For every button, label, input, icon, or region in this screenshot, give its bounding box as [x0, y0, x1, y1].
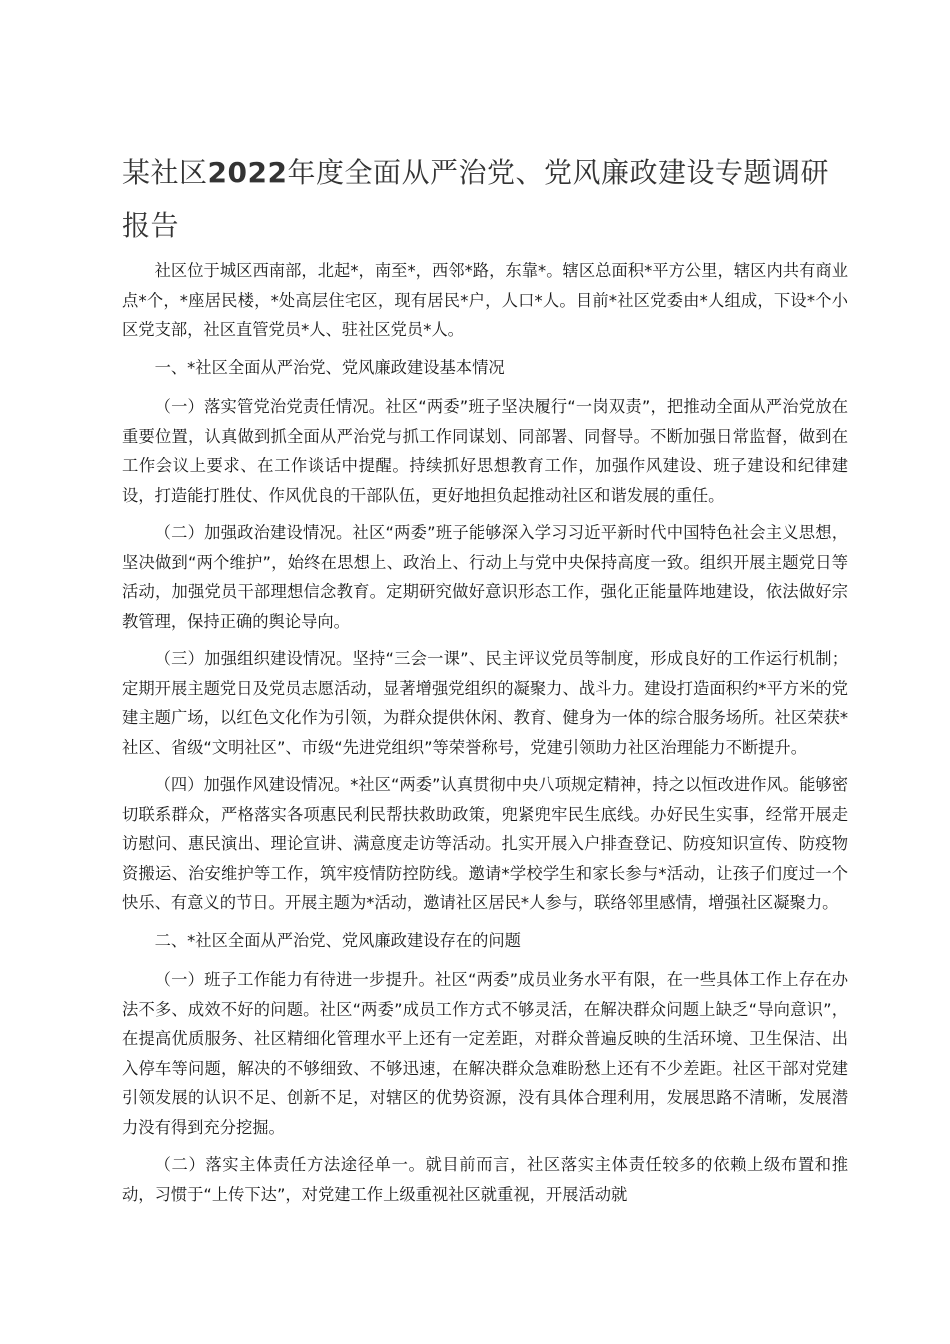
- document-title: [122, 146, 832, 252]
- paragraph-intro: [122, 256, 848, 345]
- paragraph-2-2: [122, 1150, 848, 1209]
- title-suffix: 年度全面从严治党、党风廉政建设专题调研报告: [122, 156, 829, 242]
- paragraph-lead: （一）落实管党治党责任情况。: [154, 397, 386, 416]
- paragraph-text: 社区“两委”班子坚决履行“一岗双责”，把推动全面从严治党放在重要位置，认真做到抓全面从严治党与抓工作同谋划、同部署、同督导。不断加强日常监督，做到在工作会议上要求、在工作谈话中提醒。持续抓好思想教育工作，加强作风建设、班子建设和纪律建设，打造能打胜仗、作风优良的干部队伍，更好地担负起推动社区和谐发展的重任。: [122, 397, 848, 505]
- document-body: [122, 256, 848, 1217]
- paragraph-text: 社区位于城区西南部，北起*，南至*，西邻*路，东靠*。辖区总面积*平方公里，辖区内共有商业点*个，*座居民楼，*处高层住宅区，现有居民*户，人口*人。目前*社区党委由*人组成，下设*个小区党支部，社区直管党员*人、驻社区党员*人。: [122, 261, 848, 339]
- title-year: 2022: [207, 156, 288, 189]
- paragraph-text: 就目前而言，社区落实主体责任较多的依赖上级布置和推动，习惯于“上传下达”，对党建工作上级重视社区就重视，开展活动就: [122, 1155, 848, 1204]
- paragraph-lead: （二）加强政治建设情况。: [154, 523, 353, 542]
- section-heading-text: 一、*社区全面从严治党、党风廉政建设基本情况: [154, 357, 505, 377]
- section-heading-1: [122, 353, 848, 383]
- paragraph-text: 坚持“三会一课”、民主评议党员等制度，形成良好的工作运行机制；定期开展主题党日及党员志愿活动，显著增强党组织的凝聚力、战斗力。建设打造面积约*平方米的党建主题广场，以红色文化作为引领，为群众提供休闲、教育、健身为一体的综合服务场所。社区荣获*社区、省级“文明社区”、市级“先进党组织”等荣誉称号，党建引领助力社区治理能力不断提升。: [122, 649, 848, 757]
- paragraph-lead: （二）落实主体责任方法途径单一。: [154, 1155, 426, 1174]
- paragraph-1-3: [122, 644, 848, 762]
- paragraph-lead: （四）加强作风建设情况。: [154, 775, 351, 794]
- paragraph-lead: （三）加强组织建设情况。: [154, 649, 353, 668]
- paragraph-text: 社区“两委”成员业务水平有限，在一些具体工作上存在办法不多、成效不好的问题。社区“两委”成员工作方式不够灵活，在解决群众问题上缺乏“导向意识”，在提高优质服务、社区精细化管理水平上还有一定差距，对群众普遍反映的生活环境、卫生保洁、出入停车等问题，解决的不够细致、不够迅速，在解决群众急难盼愁上还有不少差距。社区干部对党建引领发展的认识不足、创新不足，对辖区的优势资源，没有具体合理利用，发展思路不清晰，发展潜力没有得到充分挖掘。: [122, 970, 848, 1137]
- paragraph-1-2: [122, 518, 848, 636]
- paragraph-text: 社区“两委”班子能够深入学习习近平新时代中国特色社会主义思想，坚决做到“两个维护”，始终在思想上、政治上、行动上与党中央保持高度一致。组织开展主题党日等活动，加强党员干部理想信念教育。定期研究做好意识形态工作，强化正能量阵地建设，依法做好宗教管理，保持正确的舆论导向。: [122, 523, 848, 631]
- paragraph-1-1: [122, 392, 848, 510]
- paragraph-1-4: [122, 770, 848, 918]
- paragraph-2-1: [122, 965, 848, 1142]
- section-heading-text: 二、*社区全面从严治党、党风廉政建设存在的问题: [154, 930, 521, 950]
- title-prefix: 某社区: [122, 156, 208, 189]
- paragraph-lead: （一）班子工作能力有待进一步提升。: [154, 970, 436, 989]
- section-heading-2: [122, 926, 848, 956]
- paragraph-text: *社区“两委”认真贯彻中央八项规定精神，持之以恒改进作风。能够密切联系群众，严格落实各项惠民利民帮扶救助政策，兜紧兜牢民生底线。办好民生实事，经常开展走访慰问、惠民演出、理论宣讲、满意度走访等活动。扎实开展入户排查登记、防疫知识宣传、防疫物资搬运、治安维护等工作，筑牢疫情防控防线。邀请*学校学生和家长参与*活动，让孩子们度过一个快乐、有意义的节日。开展主题为*活动，邀请社区居民*人参与，联络邻里感情，增强社区凝聚力。: [122, 775, 848, 912]
